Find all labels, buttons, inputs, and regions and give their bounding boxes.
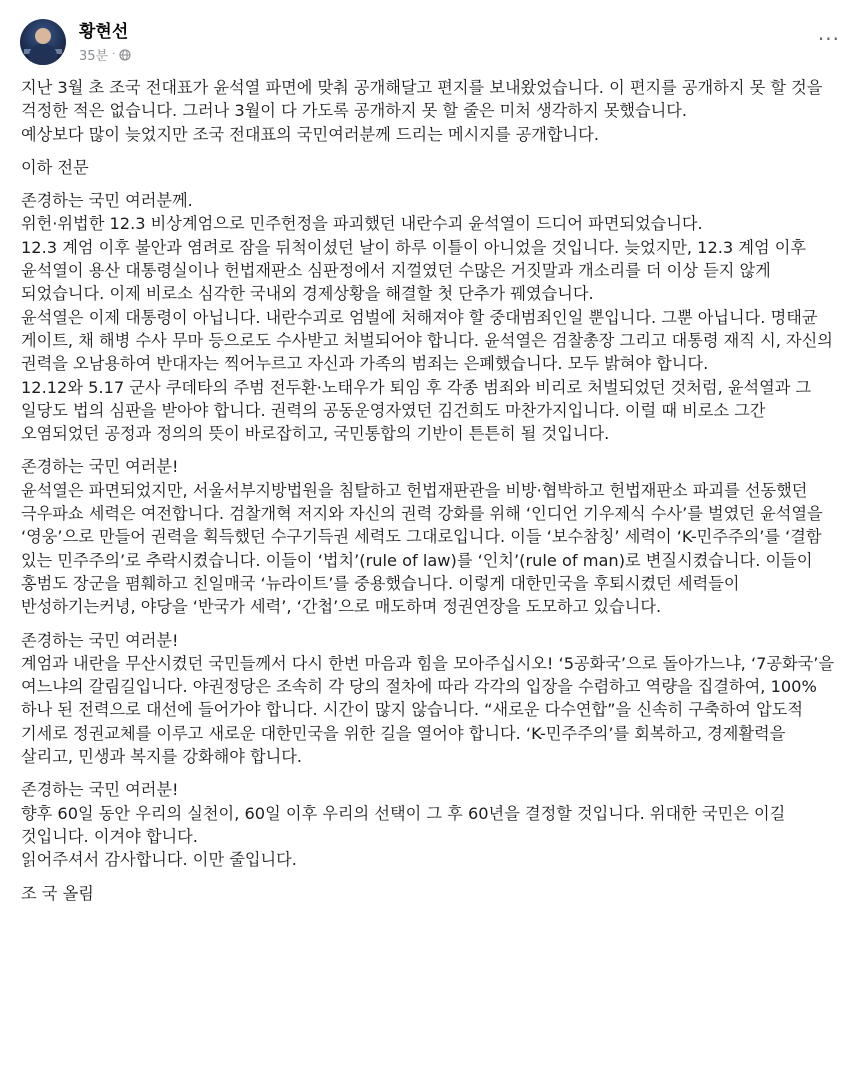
globe-icon[interactable] (119, 49, 131, 61)
post-header (0, 0, 860, 70)
post-timestamp[interactable]: 35분 (79, 49, 109, 64)
section-greeting: 존경하는 국민 여러분! (21, 780, 179, 800)
body-paragraph: 12.12와 5.17 군사 쿠데타의 주범 전두환·노태우가 퇴임 후 각종 범죄와 비리로 처벌되었던 것처럼, 윤석열과 그 일당도 법의 심판을 받아야 합니다. 권력의 공동운영자였던 김건희도 마찬가지입니다. 이럴 때 비로소 그간 오염되었던 공정과 정의의 뜻이 바로잡히고, 국민통합의 기반이 튼튼히 될 것입니다. (21, 377, 812, 444)
section-greeting: 존경하는 국민 여러분께. (21, 191, 193, 211)
body-paragraph: 향후 60일 동안 우리의 실천이, 60일 이후 우리의 선택이 그 후 60년을 결정할 것입니다. 위대한 국민은 이길 것입니다. 이겨야 합니다. (21, 803, 786, 846)
section-greeting: 존경하는 국민 여러분! (21, 457, 179, 477)
body-paragraph: 읽어주셔서 감사합니다. 이만 줄입니다. (21, 850, 297, 870)
section-greeting: 존경하는 국민 여러분! (21, 630, 179, 650)
author-name[interactable]: 황현선 (79, 22, 129, 42)
post-body (21, 76, 841, 905)
intro-paragraph: 예상보다 많이 늦었지만 조국 전대표의 국민여러분께 드리는 메시지를 공개합니다. (21, 124, 599, 144)
body-paragraph: 윤석열은 이제 대통령이 아닙니다. 내란수괴로 엄벌에 처해져야 할 중대범죄인일 뿐입니다. 그뿐 아닙니다. 명태균 게이트, 채 해병 수사 무마 등으로도 수사받고 처벌되어야 합니다. 윤석열은 검찰총장 그리고 대통령 재직 시, 자신의 권력을 오남용하여 반대자는 찍어누르고 자신과 가족의 범죄는 은폐했습니다. 모두 밝혀야 합니다. (21, 307, 833, 374)
body-paragraph: 위헌·위법한 12.3 비상계엄으로 민주헌정을 파괴했던 내란수괴 윤석열이 드디어 파면되었습니다. (21, 214, 703, 234)
body-paragraph: 계엄과 내란을 무산시켰던 국민들께서 다시 한번 마음과 힘을 모아주십시오! ‘5공화국’으로 돌아가느냐, ‘7공화국’을 여느냐의 갈림길입니다. 야권정당은 조속히 각 당의 절차에 따라 각각의 입장을 수렴하고 역량을 집결하여, 100% 하나 된 전력으로 대선에 들어가야 합니다. 시간이 많지 않습니다. “새로운 다수연합”을 신속히 구축하여 압도적 기세로 정권교체를 이루고 새로운 대한민국을 위한 길을 열어야 합니다. ‘K-민주주의’를 회복하고, 경제활력을 살리고, 민생과 복지를 강화해야 합니다. (21, 653, 835, 767)
post-meta (79, 45, 131, 64)
intro-paragraph: 지난 3월 초 조국 전대표가 윤석열 파면에 맞춰 공개해달고 편지를 보내왔었습니다. 이 편지를 공개하지 못 할 것을 걱정한 적은 없습니다. 그러나 3월이 다 가도록 공개하지 못 할 줄은 미처 생각하지 못했습니다. (21, 78, 823, 121)
signature: 조 국 올림 (21, 883, 94, 903)
body-paragraph: 윤석열은 파면되었지만, 서울서부지방법원을 침탈하고 헌법재판관을 비방·협박하고 헌법재판소 파괴를 선동했던 극우파쇼 세력은 여전합니다. 검찰개혁 저지와 자신의 권력 강화를 위해 ‘인디언 기우제식 수사’를 벌였던 윤석열을 ‘영웅’으로 만들어 권력을 획득했던 수구기득권 세력도 그대로입니다. 이들 ‘보수참칭’ 세력이 ‘K-민주주의’를 ‘결함 있는 민주주의’로 추락시켰습니다. 이들이 ‘법치’(rule of law)를 ‘인치’(rule of man)로 변질시켰습니다. 이들이 홍범도 장군을 폄훼하고 친일매국 ‘뉴라이트’를 중용했습니다. 이렇게 대한민국을 후퇴시켰던 세력들이 반성하기는커녕, 야당을 ‘반국가 세력’, ‘간첩’으로 매도하며 정권연장을 도모하고 있습니다. (21, 480, 823, 617)
intro-heading: 이하 전문 (21, 157, 89, 177)
more-horizontal-icon[interactable]: ··· (817, 27, 840, 51)
meta-separator: · (112, 49, 116, 60)
body-paragraph: 12.3 계엄 이후 불안과 염려로 잠을 뒤척이셨던 날이 하루 이틀이 아니었을 것입니다. 늦었지만, 12.3 계엄 이후 윤석열이 용산 대통령실이나 헌법재판소 심판정에서 지껄였던 수많은 거짓말과 개소리를 더 이상 듣지 않게 되었습니다. 이제 비로소 심각한 국내외 경제상황을 해결할 첫 단추가 꿰였습니다. (21, 237, 807, 304)
avatar[interactable] (20, 19, 66, 65)
